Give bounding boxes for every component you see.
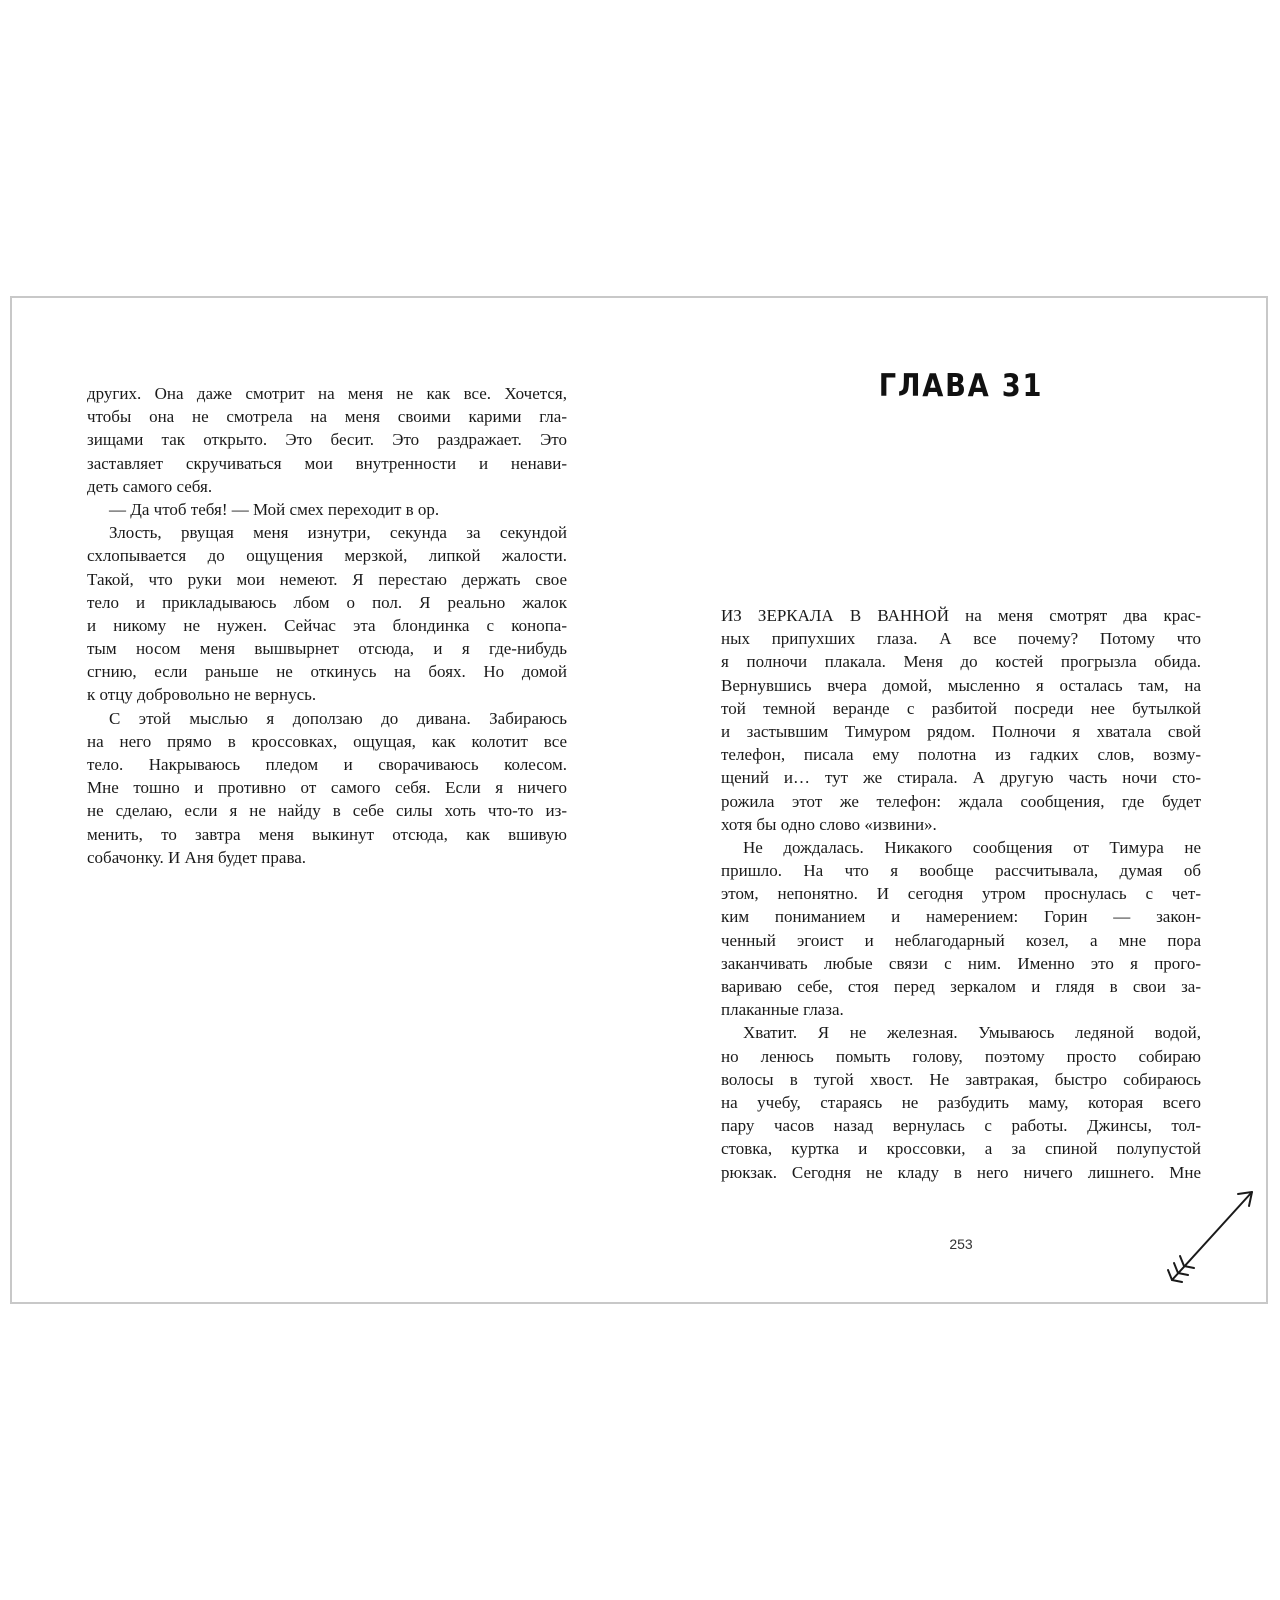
right-line: заканчивать любые связи с ним. Именно это я прого-	[721, 953, 1201, 973]
right-line: ченный эгоист и неблагодарный козел, а мне пора	[721, 930, 1201, 950]
left-line: и никому не нужен. Сейчас эта блондинка с конопа-	[87, 615, 567, 635]
right-line: плаканные глаза.	[721, 1000, 844, 1020]
left-line: сгнию, если раньше не откинусь на боях. Но домой	[87, 662, 567, 682]
left-line: зищами так открыто. Это бесит. Это раздражает. Это	[87, 430, 567, 450]
right-line: пришло. На что я вообще рассчитывала, думая об	[721, 861, 1201, 881]
right-line: но ленюсь помыть голову, поэтому просто собираю	[721, 1046, 1201, 1066]
right-line: и застывшим Тимуром рядом. Полночи я хватала свой	[721, 721, 1201, 741]
right-line: Не дождалась. Никакого сообщения от Тимура не	[743, 837, 1201, 857]
right-line: ким пониманием и намерением: Горин — закон-	[721, 907, 1201, 927]
left-line: других. Она даже смотрит на меня не как все. Хочется,	[87, 384, 567, 403]
right-line: Вернувшись вчера домой, мысленно я осталась там, на	[721, 675, 1201, 695]
right-line: Хватит. Я не железная. Умываюсь ледяной водой,	[743, 1023, 1201, 1043]
left-line: заставляет скручиваться мои внутренности и ненави-	[87, 453, 567, 473]
left-line: деть самого себя.	[87, 476, 213, 496]
left-line: Такой, что руки мои немеют. Я перестаю держать свое	[87, 569, 567, 589]
right-line: вариваю себе, стоя перед зеркалом и глядя в свои за-	[721, 977, 1201, 996]
left-line: — Да чтоб тебя! — Мой смех переходит в ор.	[109, 499, 440, 519]
right-line: ИЗ ЗЕРКАЛА В ВАННОЙ на меня смотрят два крас-	[721, 606, 1201, 625]
right-line: пару часов назад вернулась с работы. Джинсы, тол-	[721, 1116, 1201, 1136]
arrow-icon	[1164, 1186, 1260, 1288]
left-line: чтобы она не смотрела на меня своими карими гла-	[87, 407, 567, 427]
left-line: менить, то завтра меня выкинут отсюда, как вшивую	[87, 824, 567, 844]
book-spread	[10, 296, 1268, 1304]
right-line: стовка, куртка и кроссовки, а за спиной полупустой	[721, 1139, 1201, 1159]
right-line: я полночи плакала. Меня до костей прогрызла обида.	[721, 652, 1201, 672]
left-line: Мне тошно и противно от самого себя. Если я ничего	[87, 778, 567, 798]
right-line: щений и… тут же стирала. А другую часть ночи сто-	[721, 768, 1201, 788]
chapter-title: ГЛАВА 31	[878, 368, 1044, 404]
right-line: рожила этот же телефон: ждала сообщения, где будет	[721, 791, 1201, 811]
right-page-text	[721, 604, 1201, 1184]
left-line: на него прямо в кроссовках, ощущая, как колотит все	[87, 731, 567, 751]
left-line: тым носом меня вышвырнет отсюда, и я где-нибудь	[87, 639, 567, 659]
left-line: схлопывается до ощущения мерзкой, липкой жалости.	[87, 546, 567, 566]
left-line: Злость, рвущая меня изнутри, секунда за секундой	[109, 523, 567, 543]
left-line: собачонку. И Аня будет права.	[87, 847, 307, 867]
left-line: не сделаю, если я не найду в себе силы хоть что-то из-	[87, 801, 567, 821]
right-line: хотя бы одно слово «извини».	[721, 814, 937, 834]
right-line: той темной веранде с разбитой посреди нее бутылкой	[721, 698, 1201, 718]
right-line: волосы в тугой хвост. Не завтракая, быстро собираюсь	[721, 1069, 1201, 1089]
right-line: телефон, писала ему полотна из гадких слов, возму-	[721, 745, 1201, 765]
left-line: тело. Накрываюсь пледом и сворачиваюсь колесом.	[87, 755, 567, 774]
left-line: к отцу добровольно не вернусь.	[87, 685, 317, 705]
right-line: рюкзак. Сегодня не кладу в него ничего лишнего. Мне	[721, 1162, 1201, 1182]
right-line: ных припухших глаза. А все почему? Потому что	[721, 629, 1201, 649]
right-line: этом, непонятно. И сегодня утром проснулась с чет-	[721, 884, 1201, 904]
page-number: 253	[949, 1236, 973, 1252]
left-line: тело и прикладываюсь лбом о пол. Я реально жалок	[87, 592, 567, 612]
right-line: на учебу, стараясь не разбудить маму, которая всего	[721, 1092, 1201, 1112]
left-page	[87, 382, 567, 869]
right-page	[721, 298, 1201, 1302]
left-line: С этой мыслью я доползаю до дивана. Забираюсь	[109, 708, 567, 728]
